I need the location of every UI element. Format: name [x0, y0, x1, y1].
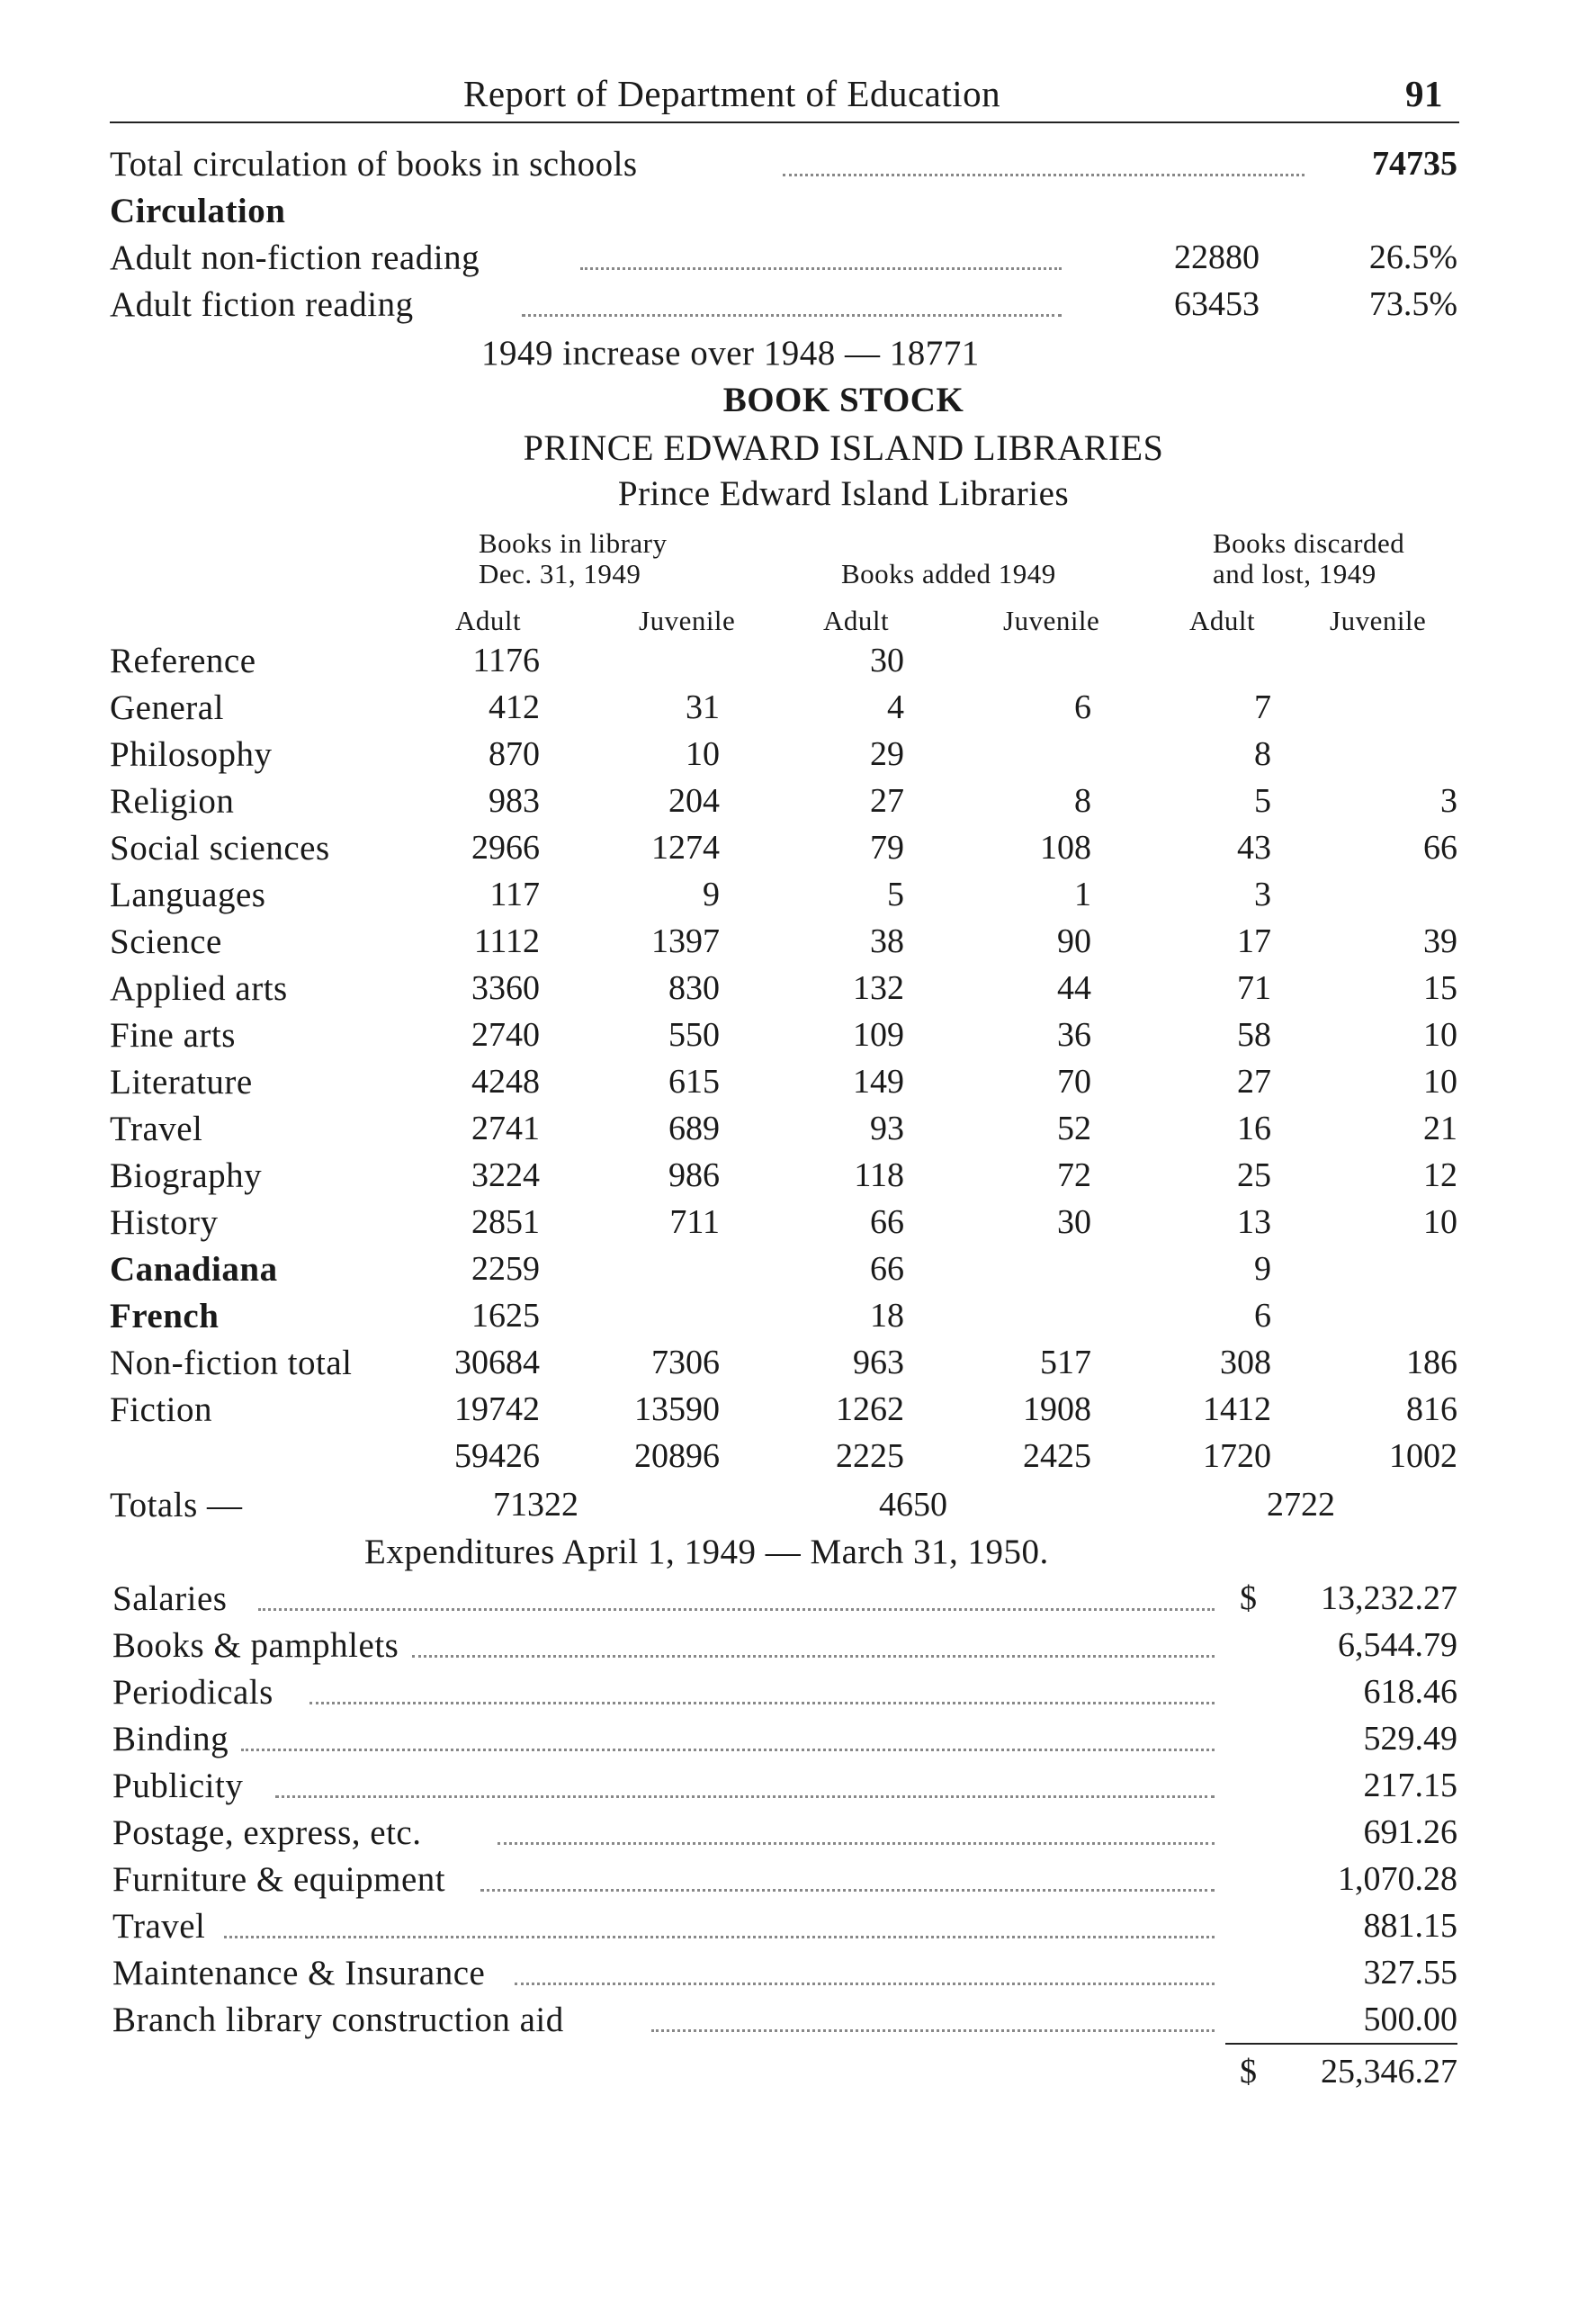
stock-cell: 93: [870, 1110, 904, 1147]
stock-cell: 5: [887, 876, 904, 913]
stock-row-label: Social sciences: [110, 829, 330, 868]
stock-cell: 108: [1040, 829, 1091, 867]
expenditure-amount: 6,544.79: [1338, 1626, 1457, 1664]
adult-nonfiction-label: Adult non-fiction reading: [110, 238, 480, 277]
stock-cell: 13: [1237, 1203, 1271, 1241]
stock-cell: 1176: [472, 642, 540, 679]
stock-cell: 30684: [454, 1344, 540, 1381]
added-header: Books added 1949: [841, 558, 1056, 589]
stock-cell: 10: [1423, 1203, 1457, 1241]
stock-cell: 7: [1254, 688, 1271, 726]
totals-discarded: 2722: [1267, 1486, 1335, 1524]
stock-cell: 9: [703, 876, 720, 913]
discarded-header-line2: and lost, 1949: [1213, 558, 1376, 589]
stock-cell: 1397: [651, 922, 720, 960]
col-header-adult-added: Adult: [823, 605, 890, 636]
stock-cell: 8: [1254, 735, 1271, 773]
expenditure-label: Books & pamphlets: [112, 1626, 399, 1665]
stock-cell: 308: [1220, 1344, 1271, 1381]
page-number: 91: [1405, 73, 1443, 114]
stock-row-label: Non-fiction total: [110, 1344, 353, 1382]
stock-cell: 31: [686, 688, 720, 726]
leader-dots: [309, 1702, 1215, 1704]
stock-cell: 5: [1254, 782, 1271, 820]
col-header-juvenile-library: Juvenile: [639, 605, 736, 636]
stock-row-label: Languages: [110, 876, 266, 914]
totals-label: Totals —: [110, 1486, 243, 1524]
stock-cell: 1112: [473, 922, 540, 960]
stock-cell: 1262: [836, 1390, 904, 1428]
book-stock-title: BOOK STOCK: [722, 381, 964, 419]
expenditure-amount: 618.46: [1363, 1673, 1457, 1711]
leader-dots: [783, 174, 1305, 176]
stock-cell: 21: [1423, 1110, 1457, 1147]
stock-cell: 7306: [651, 1344, 720, 1381]
book-stock-subtitle: PRINCE EDWARD ISLAND LIBRARIES: [523, 427, 1164, 468]
adult-nonfiction-percent: 26.5%: [1368, 238, 1457, 276]
stock-cell: 43: [1237, 829, 1271, 867]
stock-row-label: French: [110, 1297, 220, 1335]
expenditure-currency: $: [1240, 1579, 1257, 1617]
col-header-adult-discarded: Adult: [1189, 605, 1256, 636]
leader-dots: [241, 1749, 1215, 1751]
expenditure-amount: 500.00: [1363, 2001, 1457, 2038]
stock-cell: 36: [1057, 1016, 1091, 1054]
expenditure-amount: 13,232.27: [1321, 1579, 1457, 1617]
stock-row-label: Travel: [110, 1110, 203, 1148]
stock-cell: 1720: [1203, 1437, 1271, 1475]
totals-added: 4650: [879, 1486, 947, 1524]
in-library-header-line2: Dec. 31, 1949: [479, 558, 641, 589]
discarded-header-line1: Books discarded: [1213, 527, 1405, 559]
stock-cell: 2225: [836, 1437, 904, 1475]
stock-row-label: Fine arts: [110, 1016, 236, 1055]
circulation-heading: Circulation: [110, 192, 286, 230]
stock-cell: 2741: [471, 1110, 540, 1147]
stock-row-label: Canadiana: [110, 1250, 278, 1289]
expenditure-label: Periodicals: [112, 1673, 273, 1712]
expenditure-label: Postage, express, etc.: [112, 1813, 422, 1852]
expenditure-amount: 1,070.28: [1338, 1860, 1457, 1898]
stock-cell: 12: [1423, 1156, 1457, 1194]
stock-cell: 10: [1423, 1063, 1457, 1101]
total-circulation-label: Total circulation of books in schools: [110, 145, 638, 184]
stock-cell: 72: [1057, 1156, 1091, 1194]
stock-cell: 44: [1057, 969, 1091, 1007]
leader-dots: [498, 1842, 1215, 1845]
stock-cell: 59426: [454, 1437, 540, 1475]
stock-row-label: Fiction: [110, 1390, 213, 1429]
stock-cell: 18: [870, 1297, 904, 1335]
stock-cell: 3: [1440, 782, 1457, 820]
stock-cell: 3360: [471, 969, 540, 1007]
leader-dots: [258, 1608, 1215, 1611]
in-library-header-line1: Books in library: [479, 527, 668, 559]
page-header-title: Report of Department of Education: [463, 73, 1001, 114]
stock-cell: 412: [489, 688, 540, 726]
stock-cell: 6: [1074, 688, 1091, 726]
increase-note: 1949 increase over 1948 — 18771: [481, 334, 980, 373]
stock-cell: 4248: [471, 1063, 540, 1101]
stock-cell: 986: [668, 1156, 720, 1194]
leader-dots: [580, 267, 1062, 270]
stock-cell: 79: [870, 829, 904, 867]
stock-cell: 71: [1237, 969, 1271, 1007]
stock-cell: 132: [853, 969, 904, 1007]
stock-cell: 711: [669, 1203, 720, 1241]
stock-cell: 20896: [634, 1437, 720, 1475]
stock-cell: 4: [887, 688, 904, 726]
stock-cell: 118: [854, 1156, 904, 1194]
header-rule: [110, 121, 1459, 123]
stock-cell: 870: [489, 735, 540, 773]
stock-cell: 1625: [471, 1297, 540, 1335]
stock-cell: 1274: [651, 829, 720, 867]
stock-cell: 2851: [471, 1203, 540, 1241]
expenditure-label: Furniture & equipment: [112, 1860, 446, 1899]
stock-cell: 830: [668, 969, 720, 1007]
expenditures-title: Expenditures April 1, 1949 — March 31, 1950.: [364, 1533, 1049, 1571]
stock-cell: 25: [1237, 1156, 1271, 1194]
leader-dots: [412, 1655, 1215, 1658]
stock-cell: 689: [668, 1110, 720, 1147]
stock-cell: 27: [870, 782, 904, 820]
stock-cell: 204: [668, 782, 720, 820]
expenditure-label: Branch library construction aid: [112, 2001, 564, 2039]
adult-nonfiction-count: 22880: [1174, 238, 1260, 276]
stock-cell: 983: [489, 782, 540, 820]
expenditure-amount: 881.15: [1363, 1907, 1457, 1945]
book-stock-subtitle-2: Prince Edward Island Libraries: [617, 474, 1070, 513]
stock-cell: 1002: [1389, 1437, 1457, 1475]
stock-cell: 816: [1406, 1390, 1457, 1428]
col-header-juvenile-discarded: Juvenile: [1330, 605, 1427, 636]
stock-cell: 30: [1057, 1203, 1091, 1241]
stock-cell: 90: [1057, 922, 1091, 960]
expenditure-label: Publicity: [112, 1767, 244, 1805]
stock-row-label: Philosophy: [110, 735, 273, 774]
expenditure-amount: 691.26: [1363, 1813, 1457, 1851]
col-header-adult-library: Adult: [455, 605, 522, 636]
expenditure-label: Maintenance & Insurance: [112, 1954, 486, 1992]
stock-cell: 66: [870, 1250, 904, 1288]
stock-cell: 2425: [1023, 1437, 1091, 1475]
stock-cell: 8: [1074, 782, 1091, 820]
stock-cell: 15: [1423, 969, 1457, 1007]
totals-in-library: 71322: [493, 1486, 578, 1524]
stock-cell: 66: [1423, 829, 1457, 867]
stock-cell: 19742: [454, 1390, 540, 1428]
stock-row-label: Religion: [110, 782, 235, 821]
expenditure-amount: 529.49: [1363, 1720, 1457, 1758]
stock-row-label: Reference: [110, 642, 256, 680]
stock-cell: 29: [870, 735, 904, 773]
adult-fiction-count: 63453: [1174, 285, 1260, 323]
stock-cell: 3224: [471, 1156, 540, 1194]
stock-row-label: Literature: [110, 1063, 253, 1102]
stock-cell: 109: [853, 1016, 904, 1054]
stock-row-label: Science: [110, 922, 222, 961]
expenditure-label: Binding: [112, 1720, 229, 1758]
stock-cell: 70: [1057, 1063, 1091, 1101]
expenditures-total-currency: $: [1240, 2053, 1257, 2091]
leader-dots: [515, 1983, 1215, 1985]
adult-fiction-label: Adult fiction reading: [110, 285, 414, 324]
leader-dots: [275, 1795, 1215, 1798]
stock-cell: 58: [1237, 1016, 1271, 1054]
expenditure-label: Travel: [112, 1907, 206, 1946]
stock-cell: 39: [1423, 922, 1457, 960]
col-header-juvenile-added: Juvenile: [1003, 605, 1100, 636]
leader-dots: [480, 1889, 1215, 1892]
expenditure-amount: 327.55: [1363, 1954, 1457, 1992]
stock-cell: 52: [1057, 1110, 1091, 1147]
stock-cell: 9: [1254, 1250, 1271, 1288]
stock-cell: 615: [668, 1063, 720, 1101]
stock-cell: 963: [853, 1344, 904, 1381]
expenditure-amount: 217.15: [1363, 1767, 1457, 1804]
stock-cell: 27: [1237, 1063, 1271, 1101]
stock-cell: 17: [1237, 922, 1271, 960]
total-circulation-value: 74735: [1372, 145, 1457, 183]
expenditure-label: Salaries: [112, 1579, 228, 1618]
stock-row-label: Biography: [110, 1156, 263, 1195]
stock-row-label: General: [110, 688, 224, 727]
stock-cell: 149: [853, 1063, 904, 1101]
stock-cell: 3: [1254, 876, 1271, 913]
stock-cell: 2740: [471, 1016, 540, 1054]
stock-cell: 6: [1254, 1297, 1271, 1335]
stock-cell: 2259: [471, 1250, 540, 1288]
stock-cell: 13590: [634, 1390, 720, 1428]
leader-dots: [651, 2029, 1215, 2032]
stock-cell: 2966: [471, 829, 540, 867]
stock-cell: 1: [1074, 876, 1091, 913]
expenditures-total-rule: [1225, 2043, 1457, 2045]
stock-cell: 517: [1040, 1344, 1091, 1381]
stock-cell: 10: [686, 735, 720, 773]
leader-dots: [224, 1936, 1215, 1938]
stock-cell: 550: [668, 1016, 720, 1054]
adult-fiction-percent: 73.5%: [1368, 285, 1457, 323]
expenditures-total: 25,346.27: [1321, 2053, 1457, 2091]
stock-cell: 10: [1423, 1016, 1457, 1054]
stock-cell: 117: [489, 876, 540, 913]
stock-cell: 30: [870, 642, 904, 679]
stock-row-label: History: [110, 1203, 219, 1242]
stock-row-label: Applied arts: [110, 969, 288, 1008]
stock-cell: 38: [870, 922, 904, 960]
leader-dots: [522, 314, 1062, 317]
stock-cell: 1412: [1203, 1390, 1271, 1428]
stock-cell: 66: [870, 1203, 904, 1241]
stock-cell: 16: [1237, 1110, 1271, 1147]
stock-cell: 1908: [1023, 1390, 1091, 1428]
stock-cell: 186: [1406, 1344, 1457, 1381]
